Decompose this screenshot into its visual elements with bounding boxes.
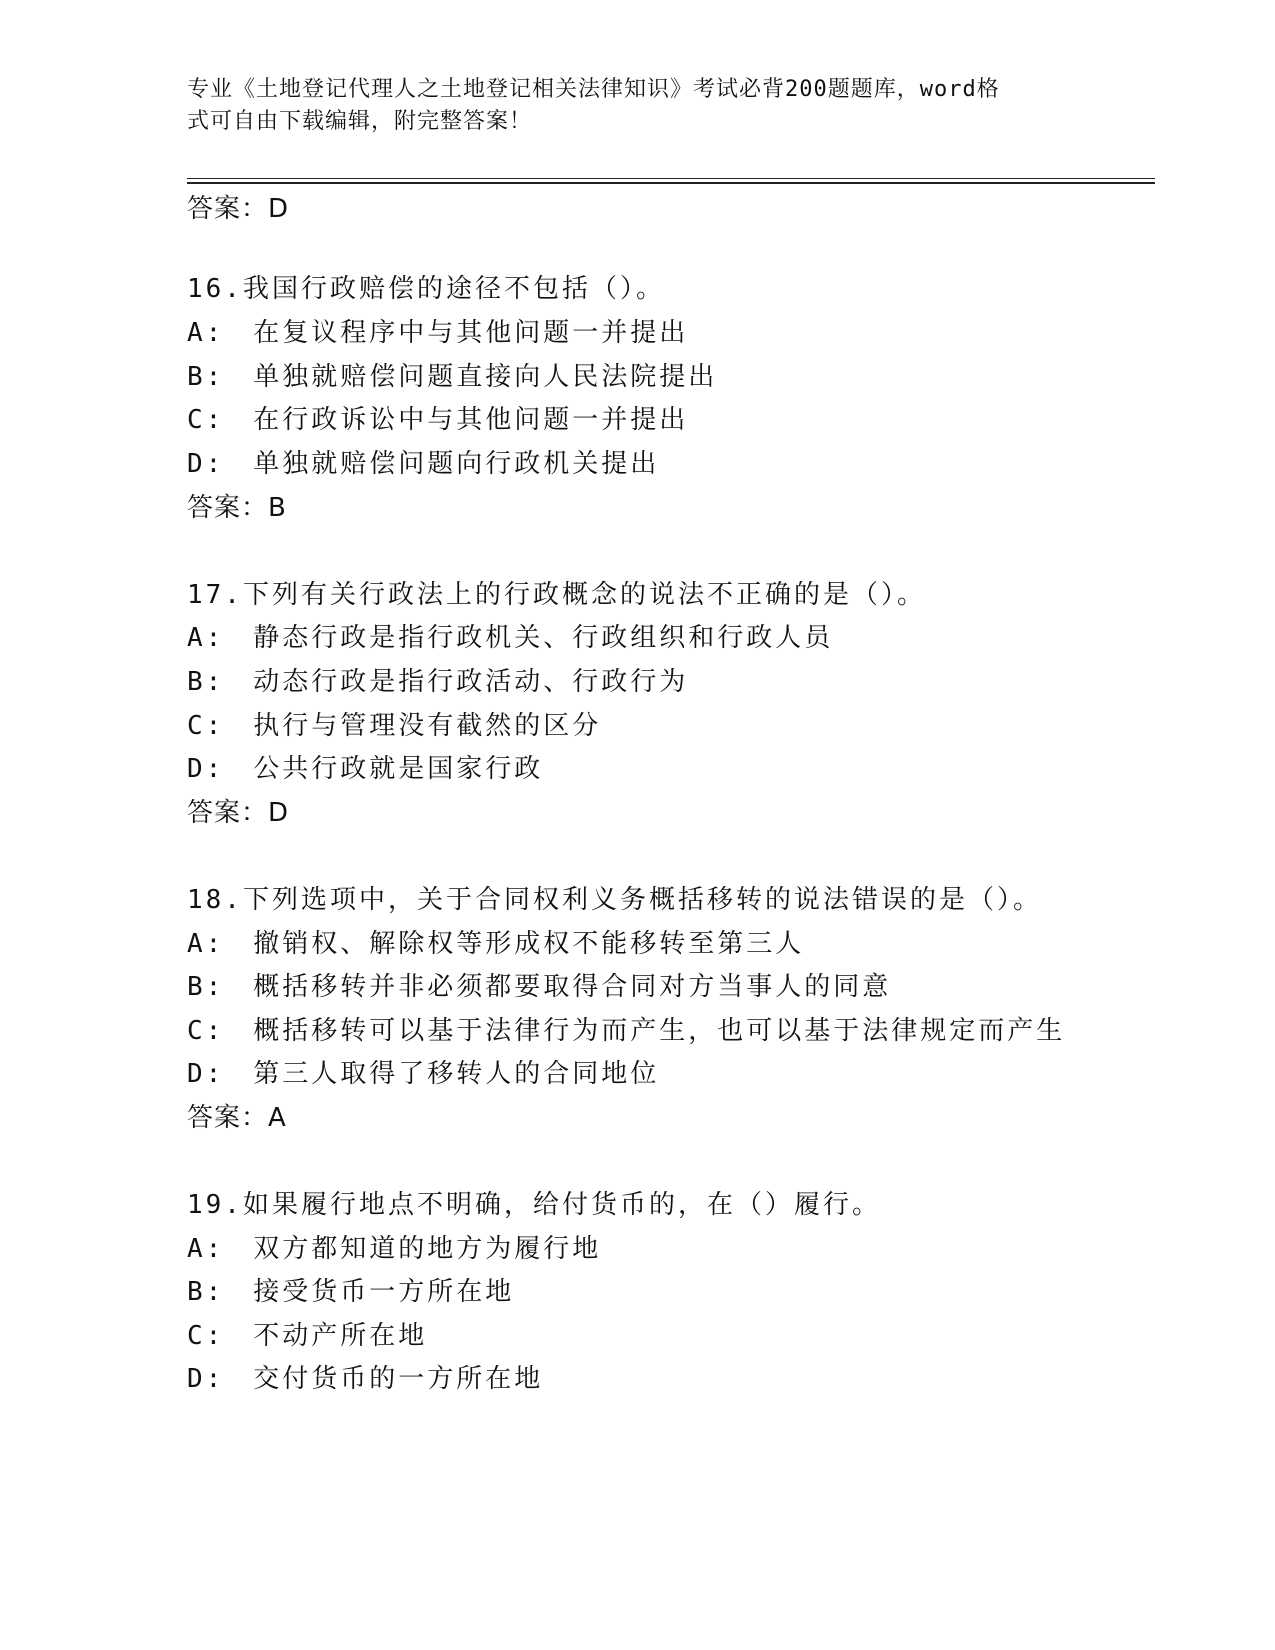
question-19-stem: 19.如果履行地点不明确，给付货币的，在（）履行。	[187, 1190, 881, 1220]
question-18-option-b: B: 概括移转并非必须都要取得合同对方当事人的同意	[187, 972, 892, 1002]
question-19-option-d: D: 交付货币的一方所在地	[187, 1364, 544, 1394]
question-17-option-d: D: 公共行政就是国家行政	[187, 754, 544, 784]
previous-answer: 答案：D	[187, 194, 290, 224]
question-18-option-d: D: 第三人取得了移转人的合同地位	[187, 1059, 660, 1089]
question-18-stem: 18.下列选项中，关于合同权利义务概括移转的说法错误的是（）。	[187, 885, 1042, 915]
header-divider-thick	[187, 182, 1155, 184]
question-16-option-c: C: 在行政诉讼中与其他问题一并提出	[187, 405, 689, 435]
question-18-answer: 答案：A	[187, 1103, 287, 1133]
question-17-option-a: A: 静态行政是指行政机关、行政组织和行政人员	[187, 623, 834, 653]
question-17-option-c: C: 执行与管理没有截然的区分	[187, 711, 602, 741]
question-16-option-a: A: 在复议程序中与其他问题一并提出	[187, 318, 689, 348]
document-header	[187, 74, 1087, 138]
question-18-option-c: C: 概括移转可以基于法律行为而产生，也可以基于法律规定而产生	[187, 1016, 1066, 1046]
question-19-option-b: B: 接受货币一方所在地	[187, 1277, 515, 1307]
header-line-1: 专业《土地登记代理人之土地登记相关法律知识》考试必背200题题库，word格	[187, 77, 1000, 102]
question-19-option-c: C: 不动产所在地	[187, 1321, 428, 1351]
question-16-option-d: D: 单独就赔偿问题向行政机关提出	[187, 449, 660, 479]
question-18-option-a: A: 撤销权、解除权等形成权不能移转至第三人	[187, 929, 805, 959]
question-17-answer: 答案：D	[187, 798, 290, 828]
question-17-stem: 17.下列有关行政法上的行政概念的说法不正确的是（）。	[187, 580, 926, 610]
question-16-option-b: B: 单独就赔偿问题直接向人民法院提出	[187, 362, 718, 392]
question-16-stem: 16.我国行政赔偿的途径不包括（）。	[187, 274, 665, 304]
header-divider-thin	[187, 178, 1155, 179]
question-19-option-a: A: 双方都知道的地方为履行地	[187, 1234, 602, 1264]
question-17-option-b: B: 动态行政是指行政活动、行政行为	[187, 667, 689, 697]
header-line-2: 式可自由下载编辑，附完整答案！	[187, 109, 533, 134]
question-16-answer: 答案：B	[187, 493, 287, 523]
